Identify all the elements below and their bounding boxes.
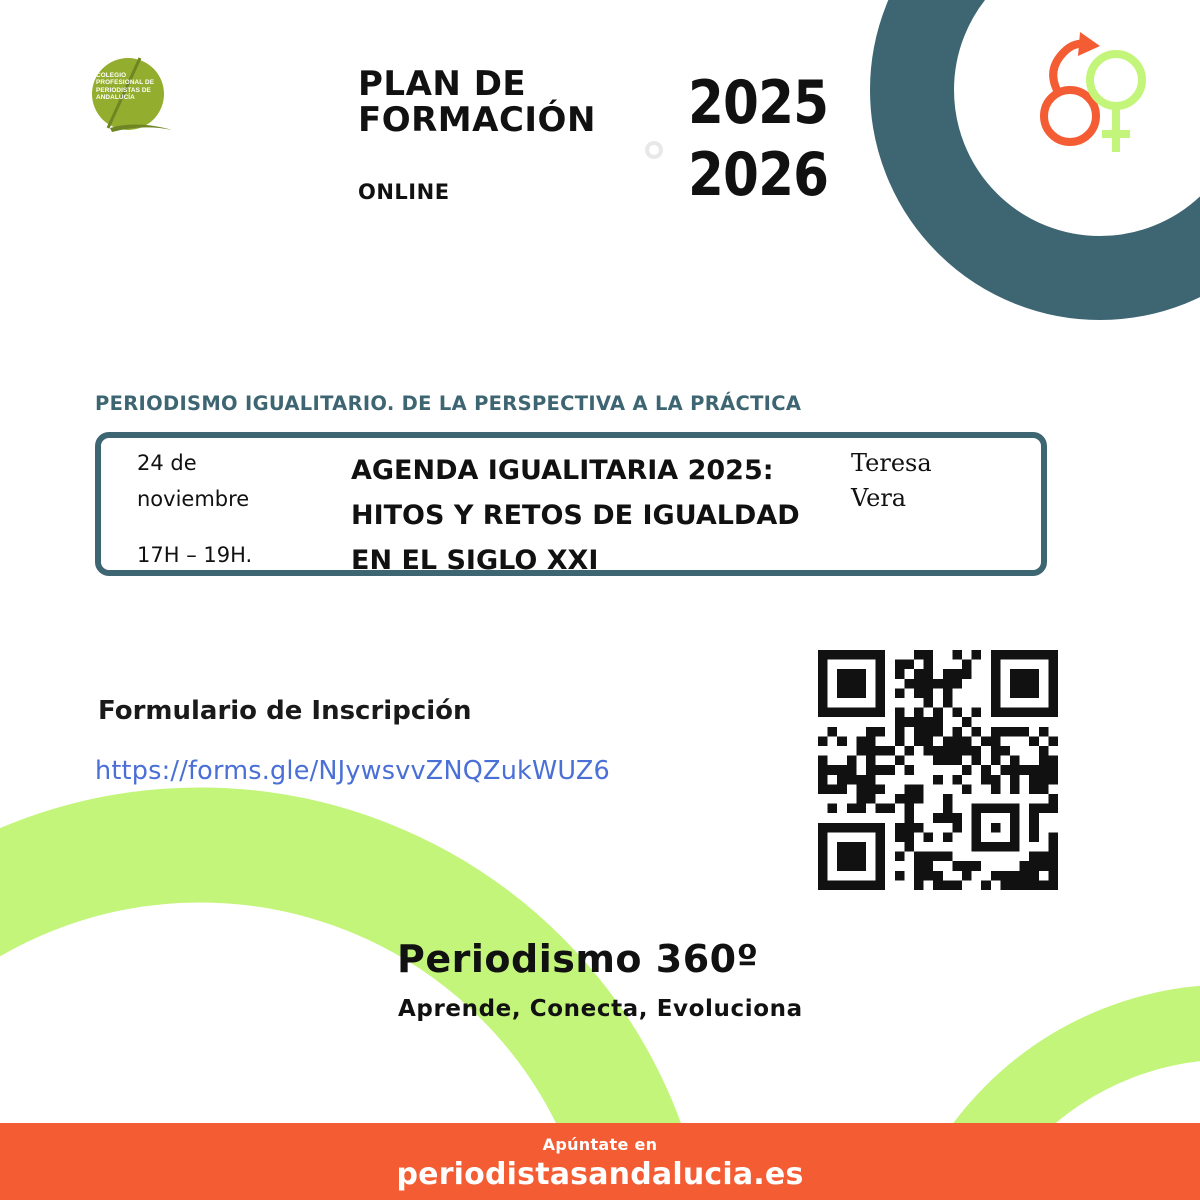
qr-module <box>904 842 914 852</box>
qr-module <box>866 746 876 756</box>
qr-module <box>904 823 914 833</box>
qr-module <box>856 736 866 746</box>
qr-module <box>943 852 953 862</box>
qr-module <box>952 746 962 756</box>
qr-module <box>933 813 943 823</box>
qr-module <box>1048 756 1058 766</box>
qr-module <box>895 756 905 766</box>
qr-module <box>895 727 905 737</box>
qr-module <box>818 756 828 766</box>
qr-module <box>914 708 924 718</box>
qr-module <box>885 804 895 814</box>
qr-module <box>904 717 914 727</box>
qr-module <box>924 871 934 881</box>
qr-module <box>1010 727 1020 737</box>
qr-module <box>991 871 1001 881</box>
qr-module <box>952 756 962 766</box>
qr-module <box>818 765 828 775</box>
qr-module <box>1000 765 1010 775</box>
qr-module <box>972 746 982 756</box>
qr-module <box>856 794 866 804</box>
qr-module <box>962 765 972 775</box>
qr-module <box>933 717 943 727</box>
qr-module <box>895 708 905 718</box>
qr-module <box>1029 784 1039 794</box>
qr-module <box>924 861 934 871</box>
qr-module <box>1020 727 1030 737</box>
qr-module <box>1039 861 1049 871</box>
qr-module <box>1048 842 1058 852</box>
qr-module <box>924 746 934 756</box>
tagline-subtitle: Aprende, Conecta, Evoluciona <box>398 996 803 1022</box>
qr-module <box>828 765 838 775</box>
qr-module <box>856 746 866 756</box>
qr-module <box>914 650 924 660</box>
qr-code <box>818 650 1058 890</box>
qr-module <box>895 823 905 833</box>
qr-module <box>991 775 1001 785</box>
year-start: 2025 <box>688 68 829 138</box>
qr-module <box>914 784 924 794</box>
qr-module <box>1020 765 1030 775</box>
qr-module <box>962 746 972 756</box>
qr-module <box>866 756 876 766</box>
qr-module <box>847 756 857 766</box>
qr-module <box>1020 861 1030 871</box>
qr-module <box>1048 765 1058 775</box>
qr-module <box>924 669 934 679</box>
qr-module <box>837 736 847 746</box>
qr-module <box>1029 813 1039 823</box>
mode-label: ONLINE <box>358 180 450 204</box>
qr-module <box>866 727 876 737</box>
qr-module <box>1048 880 1058 890</box>
plan-title: PLAN DE FORMACIÓN <box>358 64 596 140</box>
qr-module <box>991 736 1001 746</box>
qr-module <box>933 708 943 718</box>
qr-module <box>895 852 905 862</box>
qr-module <box>1020 880 1030 890</box>
qr-module <box>885 765 895 775</box>
qr-module <box>991 756 1001 766</box>
qr-module <box>952 861 962 871</box>
qr-module <box>818 775 828 785</box>
qr-module <box>952 727 962 737</box>
qr-module <box>1039 804 1049 814</box>
qr-module <box>914 679 924 689</box>
qr-module <box>962 669 972 679</box>
qr-module <box>952 679 962 689</box>
qr-module <box>847 765 857 775</box>
session-speaker <box>851 446 971 516</box>
qr-module <box>828 804 838 814</box>
qr-module <box>904 679 914 689</box>
qr-module <box>866 794 876 804</box>
qr-module <box>876 784 886 794</box>
qr-module <box>952 708 962 718</box>
qr-module <box>962 784 972 794</box>
qr-module <box>1000 871 1010 881</box>
qr-module <box>904 660 914 670</box>
qr-module <box>962 871 972 881</box>
qr-module <box>1029 775 1039 785</box>
qr-module <box>876 765 886 775</box>
qr-module <box>1000 880 1010 890</box>
qr-module <box>943 813 953 823</box>
qr-module <box>1039 756 1049 766</box>
qr-module <box>1039 775 1049 785</box>
qr-module <box>1029 871 1039 881</box>
qr-module <box>847 775 857 785</box>
session-date-day: 24 de <box>137 451 197 475</box>
qr-module <box>914 852 924 862</box>
qr-module <box>962 736 972 746</box>
qr-module <box>818 736 828 746</box>
qr-module <box>904 832 914 842</box>
qr-module <box>924 736 934 746</box>
press-association-logo <box>88 56 174 138</box>
qr-module <box>952 669 962 679</box>
qr-module <box>1048 871 1058 881</box>
qr-module <box>981 765 991 775</box>
qr-module <box>1010 784 1020 794</box>
qr-module <box>952 736 962 746</box>
qr-module <box>924 679 934 689</box>
qr-module <box>914 688 924 698</box>
tagline-title: Periodismo 360º <box>397 937 759 981</box>
qr-module <box>943 804 953 814</box>
qr-module <box>952 813 962 823</box>
qr-module <box>991 784 1001 794</box>
qr-module <box>1029 736 1039 746</box>
qr-module <box>943 736 953 746</box>
qr-module <box>1039 880 1049 890</box>
qr-module <box>1039 727 1049 737</box>
ring-dot-decoration <box>644 140 664 160</box>
qr-module <box>933 727 943 737</box>
qr-module <box>1029 880 1039 890</box>
qr-module <box>991 746 1001 756</box>
course-subtitle: PERIODISMO IGUALITARIO. DE LA PERSPECTIVA A LA PRÁCTICA <box>95 392 802 415</box>
qr-module <box>904 813 914 823</box>
qr-module <box>981 775 991 785</box>
qr-module <box>1039 765 1049 775</box>
qr-module <box>1029 852 1039 862</box>
qr-module <box>895 660 905 670</box>
qr-module <box>1029 861 1039 871</box>
qr-module <box>933 756 943 766</box>
qr-module <box>1000 746 1010 756</box>
qr-module <box>943 794 953 804</box>
qr-module <box>952 650 962 660</box>
qr-module <box>952 775 962 785</box>
qr-module <box>943 679 953 689</box>
year-end: 2026 <box>688 140 829 210</box>
qr-module <box>1039 746 1049 756</box>
qr-module <box>952 880 962 890</box>
session-card <box>95 432 1047 576</box>
qr-module <box>991 727 1001 737</box>
qr-module <box>1010 880 1020 890</box>
qr-module <box>866 775 876 785</box>
qr-module <box>904 765 914 775</box>
qr-module <box>924 832 934 842</box>
qr-module <box>837 765 847 775</box>
qr-module <box>962 717 972 727</box>
speaker-first-name: Teresa <box>851 449 932 477</box>
qr-module <box>943 669 953 679</box>
qr-module <box>914 880 924 890</box>
qr-module <box>943 746 953 756</box>
qr-module <box>914 794 924 804</box>
qr-module <box>914 727 924 737</box>
qr-module <box>1039 784 1049 794</box>
qr-module <box>962 861 972 871</box>
qr-module <box>1048 775 1058 785</box>
qr-module <box>895 688 905 698</box>
qr-module <box>1020 871 1030 881</box>
qr-module <box>837 784 847 794</box>
qr-module <box>1029 832 1039 842</box>
qr-module <box>952 823 962 833</box>
qr-module <box>981 736 991 746</box>
qr-module <box>933 746 943 756</box>
qr-module <box>972 727 982 737</box>
qr-module <box>914 861 924 871</box>
session-date-month: noviembre <box>137 487 250 511</box>
registration-label: Formulario de Inscripción <box>98 696 472 726</box>
qr-module <box>914 717 924 727</box>
qr-module <box>1048 861 1058 871</box>
qr-module <box>895 669 905 679</box>
qr-module <box>972 756 982 766</box>
qr-module <box>895 736 905 746</box>
qr-module <box>866 736 876 746</box>
qr-module <box>943 880 953 890</box>
qr-module <box>924 717 934 727</box>
qr-module <box>933 775 943 785</box>
qr-module <box>904 804 914 814</box>
footer-website[interactable]: periodistasandalucia.es <box>396 1157 804 1192</box>
qr-module <box>924 698 934 708</box>
qr-module <box>856 784 866 794</box>
qr-module <box>1029 765 1039 775</box>
qr-module <box>828 727 838 737</box>
qr-module <box>933 852 943 862</box>
qr-module <box>856 775 866 785</box>
qr-module <box>876 746 886 756</box>
qr-module <box>914 736 924 746</box>
qr-module <box>895 717 905 727</box>
qr-module <box>1010 775 1020 785</box>
qr-module <box>943 832 953 842</box>
qr-module <box>914 823 924 833</box>
qr-module <box>866 784 876 794</box>
qr-module <box>924 852 934 862</box>
session-title: AGENDA IGUALITARIA 2025: HITOS Y RETOS DE IGUALDAD EN EL SIGLO XXI <box>351 455 800 576</box>
footer-cta: Apúntate en <box>542 1135 658 1154</box>
qr-module <box>1010 765 1020 775</box>
qr-module <box>895 794 905 804</box>
qr-module <box>1029 804 1039 814</box>
qr-module <box>876 804 886 814</box>
qr-module <box>876 727 886 737</box>
gender-symbols-icon <box>1028 30 1158 160</box>
qr-module <box>943 688 953 698</box>
qr-module <box>914 871 924 881</box>
qr-module <box>972 650 982 660</box>
footer-banner <box>0 1123 1200 1200</box>
qr-module <box>1010 756 1020 766</box>
qr-module <box>924 660 934 670</box>
logo-text: COLEGIO PROFESIONAL DE PERIODISTAS DE ANDALUCÍA <box>96 72 155 102</box>
registration-link[interactable]: https://forms.gle/NJywsvvZNQZukWUZ6 <box>95 756 610 786</box>
qr-module <box>856 804 866 814</box>
qr-module <box>837 775 847 785</box>
qr-module <box>847 804 857 814</box>
qr-module <box>933 880 943 890</box>
qr-module <box>904 784 914 794</box>
qr-module <box>914 669 924 679</box>
qr-module <box>943 698 953 708</box>
qr-module <box>895 871 905 881</box>
qr-module <box>933 679 943 689</box>
qr-module <box>1048 852 1058 862</box>
qr-module <box>1039 852 1049 862</box>
qr-module <box>933 871 943 881</box>
qr-module <box>1048 794 1058 804</box>
qr-module <box>904 746 914 756</box>
qr-module <box>1048 832 1058 842</box>
qr-module <box>895 832 905 842</box>
qr-module <box>885 746 895 756</box>
qr-module <box>818 784 828 794</box>
qr-module <box>962 660 972 670</box>
qr-module <box>924 727 934 737</box>
qr-module <box>1010 871 1020 881</box>
qr-module <box>866 765 876 775</box>
session-time: 17H – 19H. <box>137 543 253 567</box>
qr-module <box>1000 727 1010 737</box>
qr-module <box>981 880 991 890</box>
qr-module <box>972 708 982 718</box>
qr-module <box>1029 823 1039 833</box>
qr-module <box>828 784 838 794</box>
qr-module <box>943 756 953 766</box>
qr-module <box>904 794 914 804</box>
speaker-last-name: Vera <box>851 484 907 512</box>
qr-module <box>1048 736 1058 746</box>
qr-module <box>1048 804 1058 814</box>
qr-module <box>924 688 934 698</box>
qr-module <box>972 861 982 871</box>
qr-module <box>924 650 934 660</box>
